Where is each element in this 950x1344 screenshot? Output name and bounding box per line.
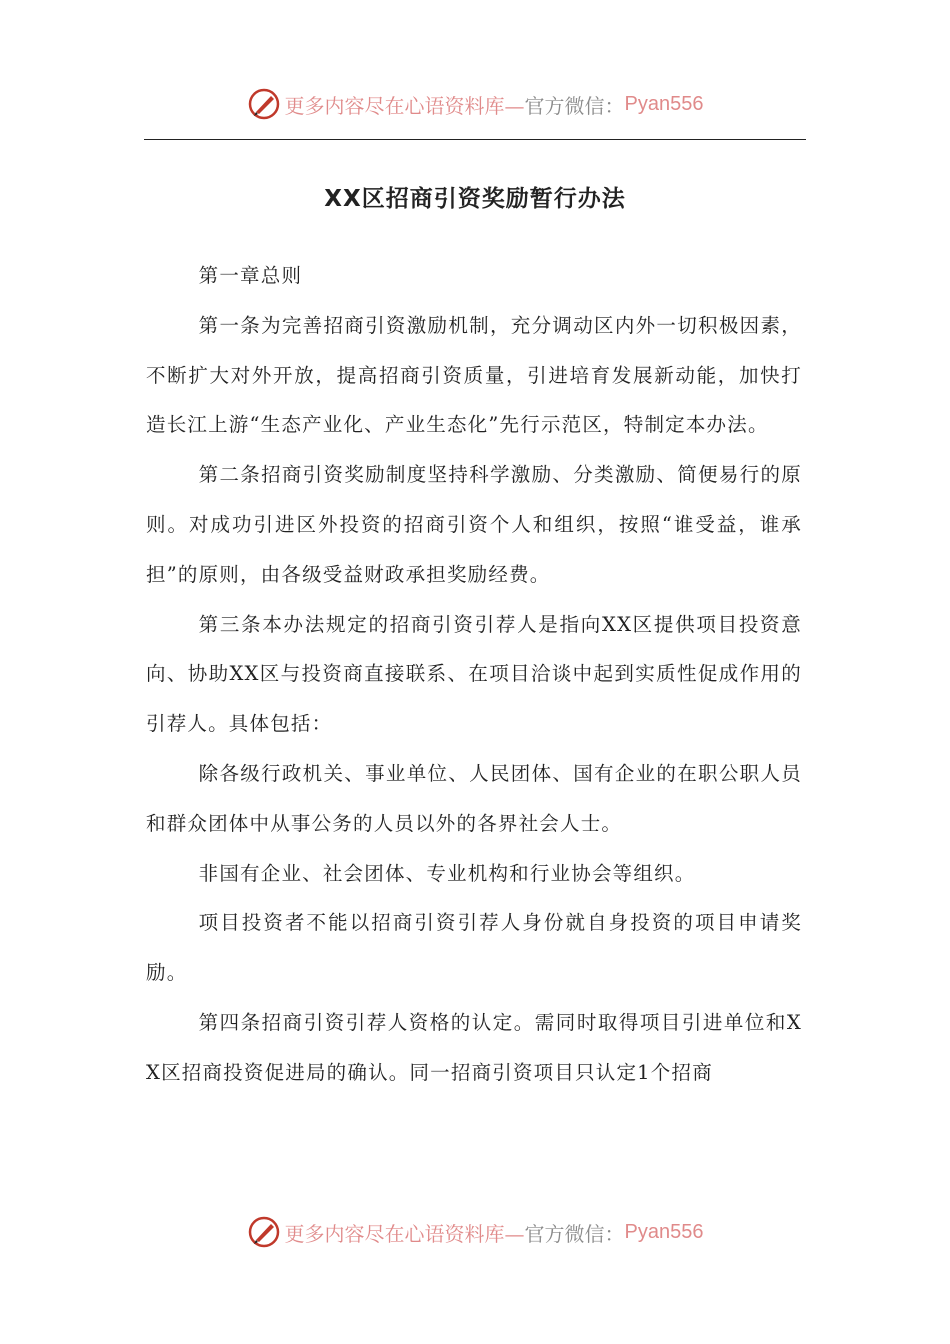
paragraph: 第一章总则	[198, 264, 303, 287]
paragraph: 除各级行政机关、事业单位、人民团体、国有企业的在职公职人员和群众团体中从事公务的人员以外的各界社会人士。	[146, 761, 802, 835]
paragraph: 非国有企业、社会团体、专业机构和行业协会等组织。	[198, 861, 696, 885]
watermark-handle: Pyan556	[624, 1220, 704, 1243]
footer-watermark	[0, 1212, 950, 1252]
paragraph: 第三条本办法规定的招商引资引荐人是指向XX区提供项目投资意向、协助XX区与投资商直接联系、在项目洽谈中起到实质性促成作用的引荐人。具体包括：	[146, 612, 802, 736]
watermark-sub-text: 官方微信：	[524, 1221, 625, 1246]
document-title: XX区招商引资奖励暂行办法	[324, 186, 626, 212]
watermark-main-text: 更多内容尽在心语资料库—	[284, 1221, 525, 1246]
paragraph: 第一条为完善招商引资激励机制，充分调动区内外一切积极因素，不断扩大对外开放，提高招商引资质量，引进培育发展新动能，加快打造长江上游“生态产业化、产业生态化”先行示范区，特制定本办法。	[146, 313, 802, 437]
pen-logo-icon	[247, 87, 281, 121]
pen-logo-icon	[247, 1215, 281, 1249]
header-divider	[144, 139, 806, 140]
watermark-sub-text: 官方微信：	[524, 93, 625, 118]
watermark-main-text: 更多内容尽在心语资料库—	[284, 93, 525, 118]
paragraph: 项目投资者不能以招商引资引荐人身份就自身投资的项目申请奖励。	[146, 911, 802, 985]
document-body	[146, 251, 802, 1098]
watermark-handle: Pyan556	[624, 92, 704, 115]
header-watermark	[0, 84, 950, 124]
paragraph: 第四条招商引资引荐人资格的认定。需同时取得项目引进单位和XX区招商投资促进局的确认。同一招商引资项目只认定1个招商	[146, 1010, 802, 1084]
paragraph: 第二条招商引资奖励制度坚持科学激励、分类激励、简便易行的原则。对成功引进区外投资的招商引资个人和组织，按照“谁受益，谁承担”的原则，由各级受益财政承担奖励经费。	[146, 463, 802, 586]
